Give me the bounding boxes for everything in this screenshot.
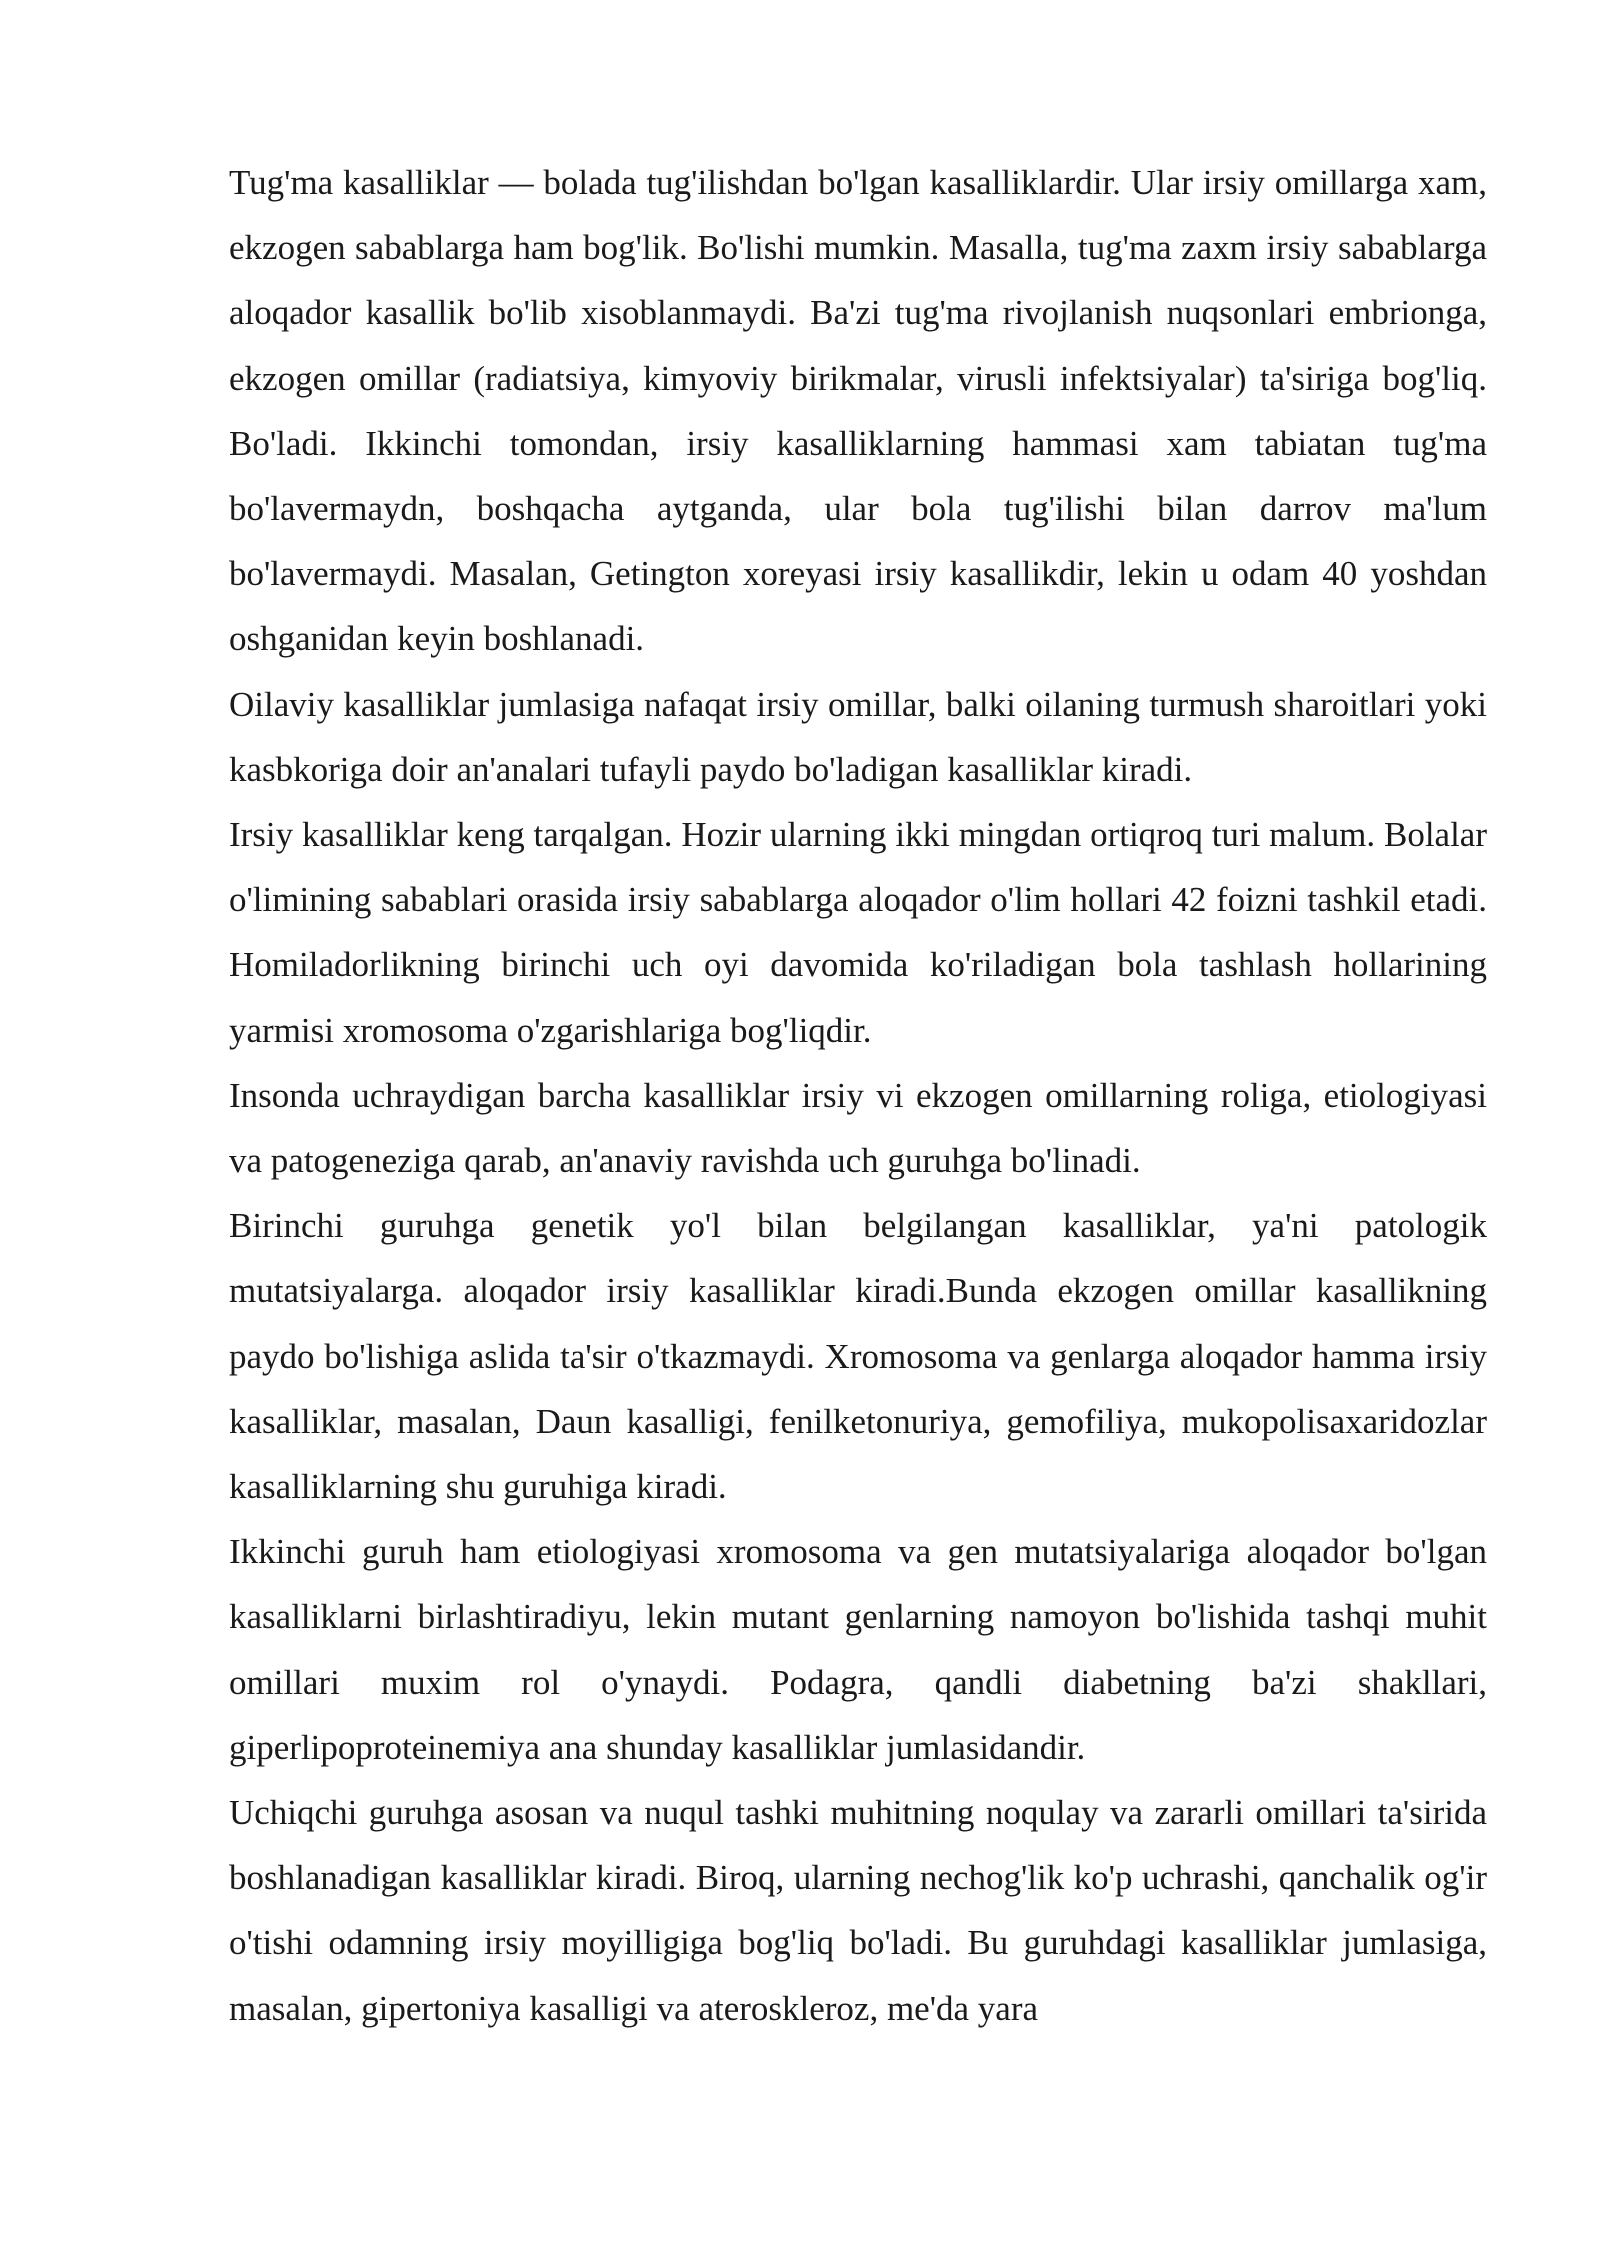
paragraph-hereditary-prevalence: Irsiy kasalliklar keng tarqalgan. Hozir ularning ikki mingdan ortiqroq turi malum. Bolalar o'limining sabablari orasida irsiy sabablarga aloqador o'lim hollari 42 foizni tashkil etadi. Homiladorlikning birinchi uch oyi davomida ko'riladigan bola tashlash hollarining yarmisi xromosoma o'zgarishlariga bog'liqdir.: [229, 815, 1487, 1050]
paragraph-third-group: Uchiqchi guruhga asosan va nuqul tashki muhitning noqulay va zararli omillari ta'sirida boshlanadigan kasalliklar kiradi. Biroq, ularning nechog'lik ko'p uchrashi, qanchalik og'ir o'tishi odamning irsiy moyilligiga bog'liq bo'ladi. Bu guruhdagi kasalliklar jumlasiga, masalan, gipertoniya kasalligi va ateroskleroz, me'da yara: [229, 1793, 1487, 2028]
document-body: [229, 150, 1487, 2041]
paragraph-family-diseases: Oilaviy kasalliklar jumlasiga nafaqat irsiy omillar, balki oilaning turmush sharoitlari yoki kasbkoriga doir an'analari tufayli paydo bo'ladigan kasalliklar kiradi.: [229, 684, 1487, 789]
paragraph-three-groups: Insonda uchraydigan barcha kasalliklar irsiy vi ekzogen omillarning roliga, etiologiyasi va patogeneziga qarab, an'anaviy ravishda uch guruhga bo'linadi.: [229, 1075, 1487, 1181]
paragraph-second-group: Ikkinchi guruh ham etiologiyasi xromosoma va gen mutatsiyalariga aloqador bo'lgan kasalliklarni birlashtiradiyu, lekin mutant genlarning namoyon bo'lishida tashqi muhit omillari muxim rol o'ynaydi. Podagra, qandli diabetning ba'zi shakllari, giperlipoproteinemiya ana shunday kasalliklar jumlasidandir.: [229, 1532, 1487, 1767]
paragraph-first-group: Birinchi guruhga genetik yo'l bilan belgilangan kasalliklar, ya'ni patologik mutatsiyalarga. aloqador irsiy kasalliklar kiradi.Bunda ekzogen omillar kasallikning paydo bo'lishiga aslida ta'sir o'tkazmaydi. Xromosoma va genlarga aloqador hamma irsiy kasalliklar, masalan, Daun kasalligi, fenilketonuriya, gemofiliya, mukopolisaxaridozlar kasalliklarning shu guruhiga kiradi.: [229, 1206, 1487, 1507]
paragraph-congenital-diseases: Tug'ma kasalliklar — bolada tug'ilishdan bo'lgan kasalliklardir. Ular irsiy omillarga xam, ekzogen sabablarga ham bog'lik. Bo'lishi mumkin. Masalla, tug'ma zaxm irsiy sabablarga aloqador kasallik bo'lib xisoblanmaydi. Ba'zi tug'ma rivojlanish nuqsonlari embrionga, ekzogen omillar (radiatsiya, kimyoviy birikmalar, virusli infektsiyalar) ta'siriga bog'liq. Bo'ladi. Ikkinchi tomondan, irsiy kasalliklarning hammasi xam tabiatan tug'ma bo'lavermaydn, boshqacha aytganda, ular bola tug'ilishi bilan darrov ma'lum bo'lavermaydi. Masalan, Getington xoreyasi irsiy kasallikdir, lekin u odam 40 yoshdan oshganidan keyin boshlanadi.: [229, 163, 1487, 659]
